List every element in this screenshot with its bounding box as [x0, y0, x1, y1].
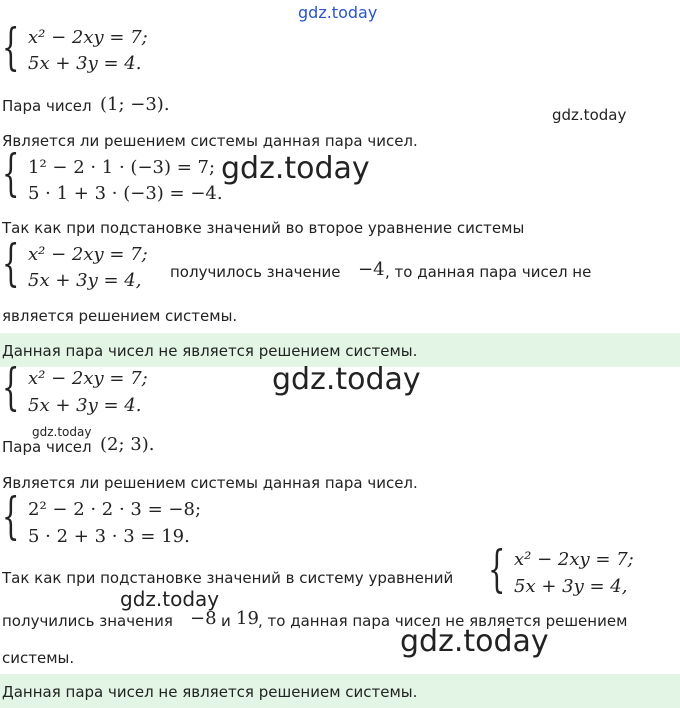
system-brace: {	[2, 18, 20, 76]
watermark: gdz.today	[221, 151, 370, 186]
system-equation-1: x² − 2xy = 7;	[28, 27, 148, 48]
system-brace: {	[2, 234, 20, 292]
check-equation-1: 1² − 2 · 1 · (−3) = 7;	[28, 157, 216, 178]
check-brace: {	[2, 144, 20, 202]
explanation-intro: Так как при подстановке значений в систему уравнений	[2, 569, 454, 587]
watermark: gdz.today	[120, 587, 220, 611]
answer-highlight	[0, 674, 680, 708]
watermark-top: gdz.today	[298, 3, 378, 22]
check-equation-2: 5 · 1 + 3 · (−3) = −4.	[28, 183, 223, 204]
explanation-value-1: −8	[190, 608, 217, 629]
explanation-middle-value: −4	[358, 259, 385, 280]
system-equation-1: x² − 2xy = 7;	[514, 549, 634, 570]
answer-text: Данная пара чисел не является решением системы.	[2, 683, 418, 701]
explanation-end: системы.	[2, 649, 75, 667]
system-equation-2: 5x + 3y = 4.	[28, 395, 142, 416]
explanation-intro: Так как при подстановке значений во второе уравнение системы	[2, 219, 525, 237]
pair-value: (1; −3).	[100, 94, 170, 115]
explanation-middle-b: , то данная пара чисел не	[385, 263, 592, 281]
question-text: Является ли решением системы данная пара чисел.	[2, 132, 418, 150]
system-brace: {	[488, 540, 506, 598]
explanation-b: , то данная пара чисел не является решением	[258, 612, 628, 630]
check-equation-2: 5 · 2 + 3 · 3 = 19.	[28, 526, 190, 547]
system-equation-2: 5x + 3y = 4,	[28, 270, 142, 291]
explanation-value-2: 19	[236, 608, 259, 629]
watermark: gdz.today	[272, 362, 421, 397]
explanation-a: получились значения	[2, 612, 173, 630]
check-brace: {	[2, 487, 20, 545]
explanation-end: является решением системы.	[2, 307, 238, 325]
watermark: gdz.today	[32, 425, 92, 439]
question-text: Является ли решением системы данная пара чисел.	[2, 474, 418, 492]
system-equation-2: 5x + 3y = 4.	[28, 53, 142, 74]
watermark: gdz.today	[400, 624, 549, 659]
pair-label: Пара чисел	[2, 438, 92, 456]
system-equation-1: x² − 2xy = 7;	[28, 244, 148, 265]
pair-label: Пара чисел	[2, 97, 92, 115]
system-equation-1: x² − 2xy = 7;	[28, 368, 148, 389]
explanation-middle-a: получилось значение	[170, 263, 341, 281]
pair-value: (2; 3).	[100, 434, 155, 455]
explanation-and: и	[221, 612, 231, 630]
watermark: gdz.today	[552, 106, 627, 124]
check-equation-1: 2² − 2 · 2 · 3 = −8;	[28, 499, 202, 520]
answer-text: Данная пара чисел не является решением системы.	[2, 342, 418, 360]
system-equation-2: 5x + 3y = 4,	[514, 576, 628, 597]
system-brace: {	[2, 358, 20, 416]
